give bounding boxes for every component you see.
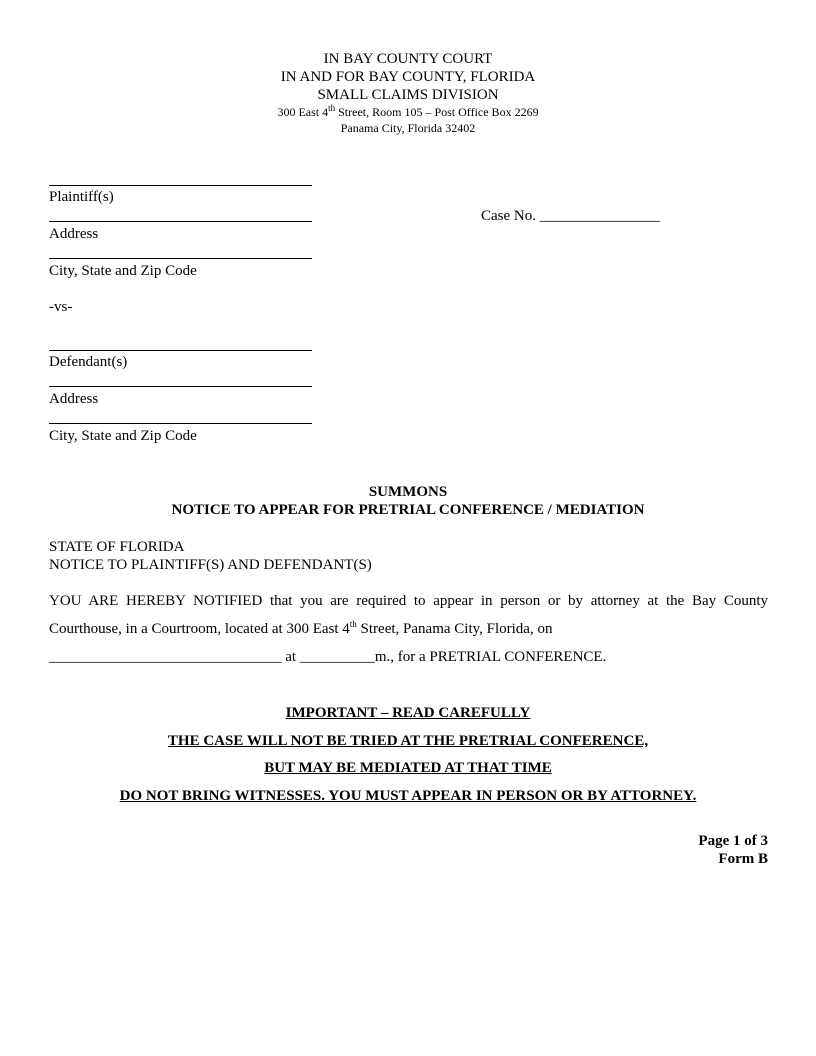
defendant-city-line[interactable] (49, 423, 312, 424)
defendant-address-line[interactable] (49, 386, 312, 387)
paragraph-line-2: Courthouse, in a Courtroom, located at 300 East 4th Street, Panama City, Florida, on (49, 619, 553, 637)
division-name: SMALL CLAIMS DIVISION (317, 87, 499, 103)
important-line-2: BUT MAY BE MEDIATED AT THAT TIME (264, 760, 552, 776)
important-line-3: DO NOT BRING WITNESSES. YOU MUST APPEAR IN PERSON OR BY ATTORNEY. (119, 788, 697, 804)
plaintiff-line[interactable] (49, 185, 312, 186)
court-name: IN BAY COUNTY COURT (323, 51, 493, 67)
plaintiff-address-label: Address (49, 226, 99, 242)
court-address: 300 East 4th Street, Room 105 – Post Office Box 2269 (277, 103, 539, 119)
notice-title: NOTICE TO APPEAR FOR PRETRIAL CONFERENCE / MEDIATION (171, 502, 645, 518)
important-line-1: THE CASE WILL NOT BE TRIED AT THE PRETRIAL CONFERENCE, (167, 733, 649, 749)
court-city: Panama City, Florida 32402 (340, 121, 476, 135)
notice-paragraph (49, 587, 768, 671)
important-heading: IMPORTANT – READ CAREFULLY (285, 705, 531, 721)
notice-to-line: NOTICE TO PLAINTIFF(S) AND DEFENDANT(S) (49, 557, 372, 573)
county-name: IN AND FOR BAY COUNTY, FLORIDA (280, 69, 536, 85)
defendant-address-label: Address (49, 391, 99, 407)
plaintiff-address-line[interactable] (49, 221, 312, 222)
defendant-city-label: City, State and Zip Code (49, 428, 197, 444)
defendant-line[interactable] (49, 350, 312, 351)
plaintiff-label: Plaintiff(s) (49, 189, 114, 205)
plaintiff-city-label: City, State and Zip Code (49, 263, 197, 279)
defendant-label: Defendant(s) (49, 354, 128, 370)
paragraph-line-3[interactable]: _______________________________ at __________m., for a PRETRIAL CONFERENCE. (49, 649, 607, 665)
state-line: STATE OF FLORIDA (49, 539, 185, 555)
paragraph-line-1: YOU ARE HEREBY NOTIFIED that you are required to appear in person or by attorney at the Bay County (49, 593, 768, 609)
form-id: Form B (718, 851, 768, 867)
summons-title: SUMMONS (368, 484, 448, 500)
page-number: Page 1 of 3 (698, 833, 768, 849)
plaintiff-city-line[interactable] (49, 258, 312, 259)
versus-label: -vs- (49, 299, 73, 315)
case-number[interactable]: Case No. ________________ (481, 208, 660, 224)
